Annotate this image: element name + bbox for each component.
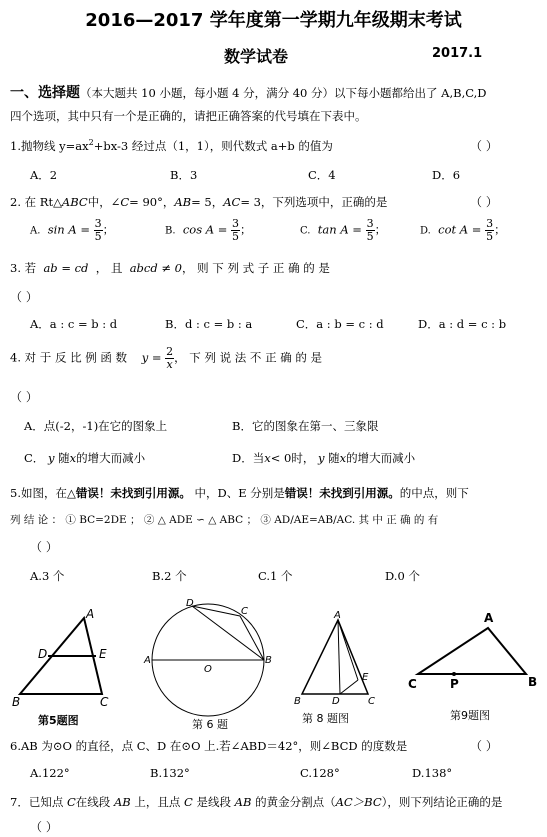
fig9-label-c: C bbox=[408, 677, 417, 691]
q4-stem bbox=[10, 346, 322, 371]
q4-stem-a: 4. 对 于 反 比 例 函 数 bbox=[10, 350, 128, 365]
q2-option-b bbox=[165, 218, 252, 243]
q3-option-b: B．d : c = b : a bbox=[165, 317, 253, 331]
q4-fn-num: 2 bbox=[166, 345, 174, 358]
q4-option-c-c: 的增大而减小 bbox=[76, 451, 146, 465]
q5-stem-line2: 列 结 论 ： ① BC=2DE ； ② △ ADE ∽ △ ABC ； ③ AD/AE=AB/AC. 其 中 正 确 的 有 bbox=[10, 514, 439, 526]
fig8-line-de bbox=[340, 680, 358, 694]
q5-stem-b: 中，D、E 分别是 bbox=[190, 486, 285, 500]
fig6-label-o: O bbox=[204, 664, 212, 675]
q2-stem-d: = 90°， bbox=[129, 195, 175, 209]
q7-cond: AC＞BC bbox=[335, 795, 382, 809]
q3-stem-c: ， 则 下 列 式 子 正 确 的 是 bbox=[182, 261, 330, 275]
q5-option-c: C.1 个 bbox=[258, 569, 293, 583]
q7-answer-paren: （ ） bbox=[30, 820, 58, 834]
q2-option-c-den: 5 bbox=[366, 230, 374, 243]
q5-option-a: A.3 个 bbox=[30, 569, 65, 583]
q5-error-ref-2: 错误！未找到引用源。 bbox=[284, 486, 400, 500]
q5-error-ref-1: 错误！未找到引用源。 bbox=[75, 486, 191, 500]
fig8-label-d: D bbox=[332, 696, 340, 707]
fig9-caption: 第9题图 bbox=[450, 709, 490, 722]
q2-option-d-num: 3 bbox=[486, 217, 494, 230]
fig6-label-a: A bbox=[144, 655, 151, 666]
q2-option-c-label: C. bbox=[300, 225, 311, 237]
q3-stem bbox=[10, 260, 330, 276]
q4-option-d-c: 随 bbox=[328, 451, 340, 465]
q4-fraction bbox=[165, 346, 174, 371]
q5-answer-paren: （ ） bbox=[30, 540, 58, 554]
fig6-chord-db bbox=[192, 606, 264, 660]
fig6-chord-cb bbox=[240, 616, 264, 660]
q6-option-b: B.132° bbox=[150, 766, 190, 780]
fig5-label-a: A bbox=[86, 607, 95, 621]
fig5-label-c: C bbox=[100, 695, 109, 709]
fig8-label-c: C bbox=[368, 696, 375, 707]
q2-option-a-semi: ； bbox=[102, 222, 115, 237]
section-heading: 一、选择题 bbox=[10, 85, 80, 101]
section-heading-line bbox=[10, 82, 487, 102]
q5-option-b: B.2 个 bbox=[152, 569, 187, 583]
q7-stem-b: 在线段 bbox=[75, 795, 111, 809]
q2-option-a-label: A. bbox=[30, 225, 41, 237]
q4-option-c-a: C． bbox=[24, 451, 45, 465]
fig6-label-b: B bbox=[265, 655, 272, 666]
q7-stem-f: ），则下列结论正确的是 bbox=[381, 795, 503, 809]
q4-option-c-y: y bbox=[47, 451, 55, 465]
q2-answer-paren: （ ） bbox=[470, 195, 498, 209]
q4-option-d-x2: x bbox=[339, 451, 347, 465]
fig5-label-b: B bbox=[12, 695, 21, 709]
q2-option-a bbox=[30, 218, 114, 243]
q1-option-b: B．3 bbox=[170, 168, 198, 182]
q3-option-c: C．a : b = c : d bbox=[296, 317, 384, 331]
q2-option-a-fraction bbox=[94, 218, 103, 243]
q2-option-c-fn: tan A = bbox=[317, 222, 362, 237]
q2-option-b-fn: cos A = bbox=[182, 222, 228, 237]
q4-option-a: A．点(-2，-1)在它的图象上 bbox=[24, 419, 168, 433]
q2-option-d-label: D. bbox=[420, 225, 431, 237]
figure-6 bbox=[140, 598, 280, 730]
fig5-label-d: D bbox=[38, 647, 48, 661]
q1-stem-a: 1.抛物线 y=ax bbox=[10, 139, 89, 153]
q7-c2: C bbox=[184, 795, 193, 809]
q5-option-d: D.0 个 bbox=[385, 569, 420, 583]
q1-option-c: C．4 bbox=[308, 168, 336, 182]
q7-stem-a: 7．已知点 bbox=[10, 795, 64, 809]
q2-stem-e: = 5， bbox=[191, 195, 224, 209]
q2-option-d-den: 5 bbox=[486, 230, 494, 243]
fig5-caption: 第5题图 bbox=[38, 714, 79, 727]
q4-option-d-x: x bbox=[264, 451, 271, 465]
q6-option-a: A.122° bbox=[30, 766, 70, 780]
fig8-label-a: A bbox=[334, 610, 341, 621]
q4-option-b: B．它的图象在第一、三象限 bbox=[232, 419, 379, 433]
q2-stem-ab: AB bbox=[174, 195, 192, 209]
q3-stem-a: 3. 若 bbox=[10, 261, 37, 275]
section-instruction-2: 四个选项，其中只有一个是正确的，请把正确答案的代号填在下表中。 bbox=[10, 109, 367, 123]
q4-option-c bbox=[24, 450, 145, 466]
exam-subtitle: 数学试卷 bbox=[224, 47, 289, 66]
q3-option-a: A．a : c = b : d bbox=[30, 317, 118, 331]
q2-option-d-fn: cot A = bbox=[438, 222, 482, 237]
q4-option-c-b: 随 bbox=[58, 451, 70, 465]
q6-option-c: C.128° bbox=[300, 766, 340, 780]
q2-stem-f: = 3，下列选项中，正确的是 bbox=[240, 195, 388, 209]
q1-stem-sup: 2 bbox=[88, 138, 94, 148]
q7-c1: C bbox=[66, 795, 76, 809]
q1-option-a: A．2 bbox=[30, 168, 58, 182]
exam-title: 2016—2017 学年度第一学期九年级期末考试 bbox=[85, 10, 462, 31]
fig8-label-b: B bbox=[294, 696, 301, 707]
fig9-triangle bbox=[418, 628, 526, 674]
q2-option-a-den: 5 bbox=[94, 230, 102, 243]
q4-option-d-y: y bbox=[318, 451, 325, 465]
q3-option-d: D．a : d = c : b bbox=[418, 317, 507, 331]
fig8-caption: 第 8 题图 bbox=[302, 712, 349, 725]
q2-option-a-fn: sin A = bbox=[47, 222, 90, 237]
q3-stem-eq1: ab = cd bbox=[43, 261, 89, 275]
q7-stem-e: 的黄金分割点（ bbox=[255, 795, 336, 809]
q2-option-c-semi: ； bbox=[374, 222, 387, 237]
q1-stem bbox=[10, 138, 333, 154]
q2-stem-abc: ABC bbox=[61, 195, 88, 209]
fig6-label-c: C bbox=[241, 606, 248, 617]
q4-answer-paren: （ ） bbox=[10, 390, 38, 404]
q2-option-d-fraction bbox=[485, 218, 494, 243]
q7-ab1: AB bbox=[113, 795, 131, 809]
fig6-caption: 第 6 题 bbox=[192, 718, 228, 730]
q2-stem bbox=[10, 194, 387, 210]
q1-stem-b: +bx-3 经过点（1，1），则代数式 a+b 的值为 bbox=[93, 139, 333, 153]
fig6-label-d: D bbox=[186, 598, 194, 609]
q2-option-a-num: 3 bbox=[94, 217, 102, 230]
q2-option-d-semi: ； bbox=[494, 222, 506, 237]
q2-option-b-num: 3 bbox=[232, 217, 240, 230]
q5-stem-c: 的中点，则下 bbox=[399, 486, 469, 500]
q4-option-d bbox=[232, 450, 415, 466]
q4-fn-den: x bbox=[166, 358, 173, 371]
q7-ab2: AB bbox=[234, 795, 252, 809]
q7-stem-c: 上，且点 bbox=[134, 795, 181, 809]
q2-option-b-den: 5 bbox=[232, 230, 240, 243]
q2-stem-b: 中，∠ bbox=[87, 195, 121, 209]
q2-option-b-label: B. bbox=[165, 225, 176, 237]
q3-answer-paren: （ ） bbox=[10, 290, 38, 304]
q2-option-d bbox=[420, 218, 506, 243]
q5-stem bbox=[10, 485, 469, 501]
q2-option-c-fraction bbox=[366, 218, 375, 243]
q2-stem-ac: AC bbox=[223, 195, 241, 209]
figure-9 bbox=[404, 608, 544, 724]
q3-stem-b: ， 且 bbox=[95, 261, 123, 275]
q2-stem-c: C bbox=[120, 195, 130, 209]
q5-stem-a: 5.如图，在△ bbox=[10, 486, 76, 500]
exam-date: 2017.1 bbox=[432, 46, 483, 61]
q6-answer-paren: （ ） bbox=[470, 739, 498, 753]
fig8-triangle bbox=[302, 620, 368, 694]
fig9-label-b: B bbox=[528, 675, 538, 689]
q4-fn-y: y = bbox=[141, 350, 162, 365]
q2-option-b-semi: ； bbox=[240, 222, 252, 237]
figure-8 bbox=[292, 608, 392, 732]
q7-stem-d: 是线段 bbox=[196, 795, 231, 809]
q2-stem-a: 2. 在 Rt△ bbox=[10, 195, 62, 209]
q6-stem: 6.AB 为⊙O 的直径，点 C、D 在⊙O 上.若∠ABD＝42°，则∠BCD 的度数是 bbox=[10, 739, 408, 753]
q4-option-d-a: D．当 bbox=[232, 451, 265, 465]
q2-option-c-num: 3 bbox=[366, 217, 374, 230]
fig8-label-e: E bbox=[362, 672, 369, 683]
q1-option-d: D．6 bbox=[432, 168, 461, 182]
q3-stem-eq2: abcd ≠ 0 bbox=[129, 261, 182, 275]
q1-answer-paren: （ ） bbox=[470, 139, 498, 153]
fig9-label-p: P bbox=[450, 677, 459, 691]
q4-option-d-d: 的增大而减小 bbox=[346, 451, 416, 465]
q6-option-d: D.138° bbox=[412, 766, 453, 780]
q2-option-c bbox=[300, 218, 386, 243]
q7-stem bbox=[10, 794, 502, 810]
q2-option-b-fraction bbox=[231, 218, 240, 243]
q4-option-d-b: < 0时， bbox=[270, 451, 315, 465]
fig9-point-p bbox=[452, 672, 456, 676]
fig8-line-ae bbox=[338, 620, 358, 680]
fig9-label-a: A bbox=[484, 611, 494, 625]
section-instruction-1: （本大题共 10 小题，每小题 4 分，满分 40 分）以下每小题都给出了 A,B,C,D bbox=[80, 86, 487, 100]
figure-5 bbox=[8, 606, 138, 730]
q4-option-c-x: x bbox=[69, 451, 77, 465]
fig5-label-e: E bbox=[99, 647, 107, 661]
fig8-line-ad bbox=[338, 620, 340, 694]
q4-stem-b: ， 下 列 说 法 不 正 确 的 是 bbox=[174, 350, 323, 365]
